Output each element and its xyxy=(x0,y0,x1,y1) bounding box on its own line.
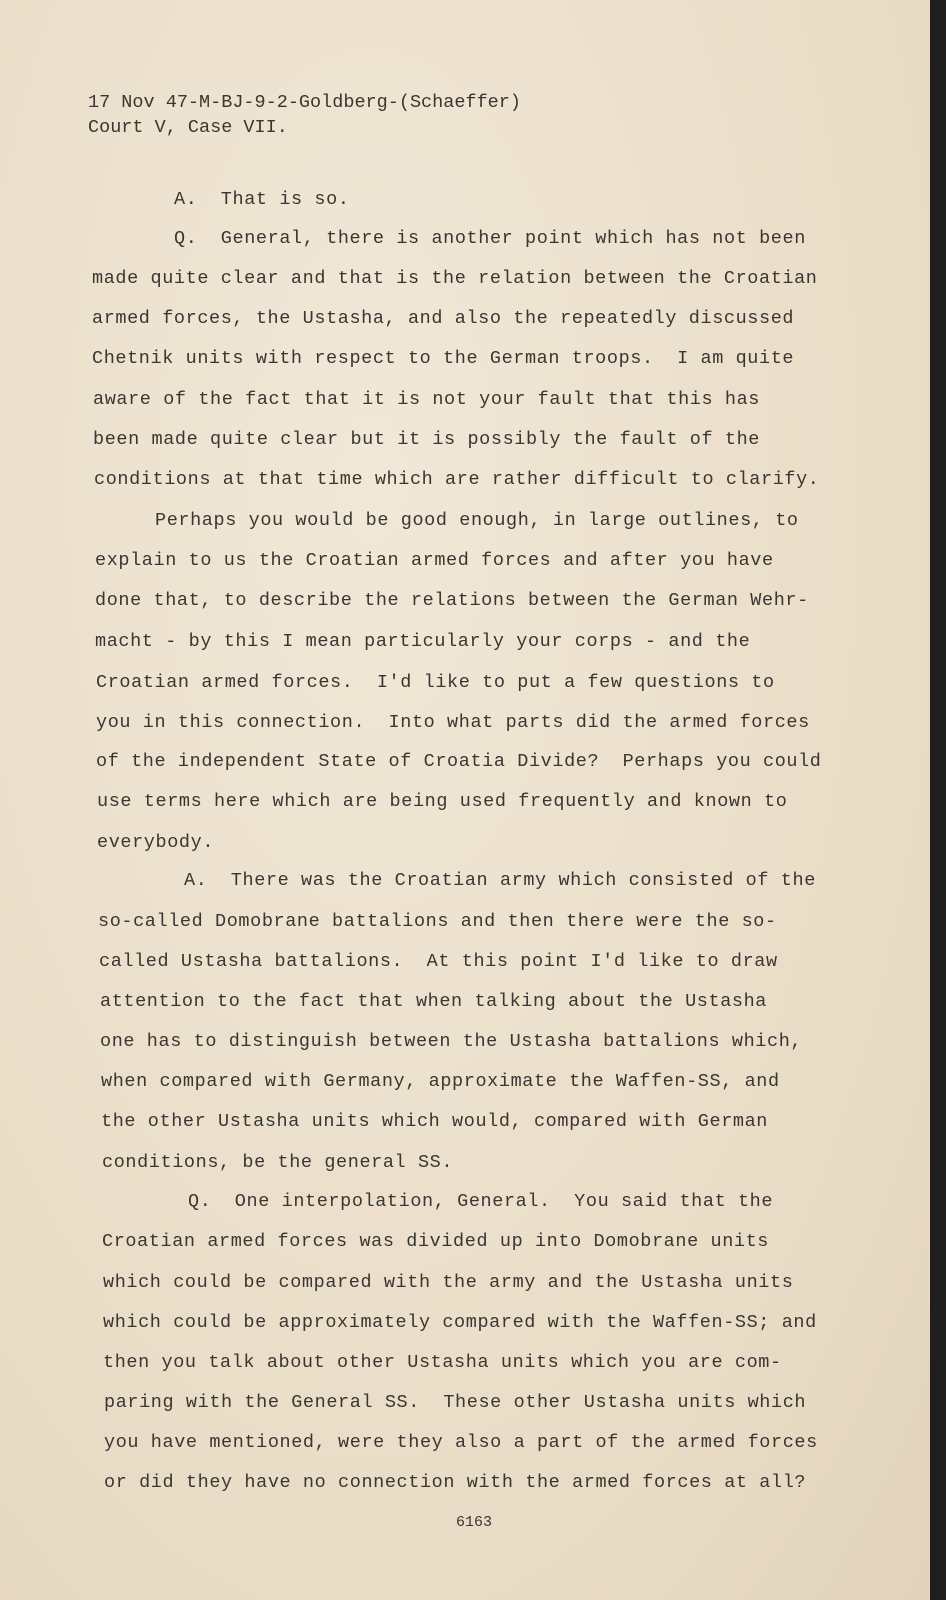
transcript-line: use terms here which are being used frequently and known to xyxy=(97,791,788,812)
transcript-line: everybody. xyxy=(97,832,215,853)
transcript-line: one has to distinguish between the Ustasha battalions which, xyxy=(100,1031,803,1052)
transcript-line: Perhaps you would be good enough, in large outlines, to xyxy=(155,510,799,531)
transcript-line: Q. General, there is another point which has not been xyxy=(174,228,806,249)
transcript-line: attention to the fact that when talking about the Ustasha xyxy=(100,991,768,1012)
transcript-line: armed forces, the Ustasha, and also the repeatedly discussed xyxy=(92,308,795,329)
transcript-line: you in this connection. Into what parts did the armed forces xyxy=(96,712,810,733)
transcript-line: Croatian armed forces was divided up into Domobrane units xyxy=(102,1231,770,1252)
transcript-line: which could be approximately compared with the Waffen-SS; and xyxy=(103,1312,817,1333)
transcript-line: so-called Domobrane battalions and then there were the so- xyxy=(98,911,777,932)
header-date-line: 17 Nov 47-M-BJ-9-2-Goldberg-(Schaeffer) xyxy=(88,92,521,113)
header-court-line: Court V, Case VII. xyxy=(88,117,288,138)
scan-border xyxy=(930,0,946,1600)
page-number: 6163 xyxy=(456,1514,493,1531)
transcript-line: A. There was the Croatian army which consisted of the xyxy=(184,870,816,891)
transcript-line: when compared with Germany, approximate the Waffen-SS, and xyxy=(101,1071,780,1092)
transcript-line: you have mentioned, were they also a part of the armed forces xyxy=(104,1432,818,1453)
transcript-line: then you talk about other Ustasha units which you are com- xyxy=(103,1352,782,1373)
transcript-line: been made quite clear but it is possibly the fault of the xyxy=(93,429,761,450)
transcript-line: or did they have no connection with the armed forces at all? xyxy=(104,1472,807,1493)
transcript-line: which could be compared with the army and the Ustasha units xyxy=(103,1272,794,1293)
transcript-line: A. That is so. xyxy=(174,189,350,210)
transcript-line: paring with the General SS. These other Ustasha units which xyxy=(104,1392,807,1413)
transcript-line: aware of the fact that it is not your fault that this has xyxy=(93,389,761,410)
transcript-line: done that, to describe the relations between the German Wehr- xyxy=(95,590,809,611)
transcript-line: made quite clear and that is the relation between the Croatian xyxy=(92,268,818,289)
transcript-line: the other Ustasha units which would, compared with German xyxy=(101,1111,769,1132)
transcript-line: conditions, be the general SS. xyxy=(102,1152,454,1173)
transcript-line: called Ustasha battalions. At this point I'd like to draw xyxy=(99,951,778,972)
transcript-line: conditions at that time which are rather difficult to clarify. xyxy=(94,469,820,490)
transcript-line: explain to us the Croatian armed forces and after you have xyxy=(95,550,774,571)
transcript-line: of the independent State of Croatia Divide? Perhaps you could xyxy=(96,751,822,772)
transcript-line: Chetnik units with respect to the German troops. I am quite xyxy=(92,348,795,369)
transcript-line: Q. One interpolation, General. You said that the xyxy=(188,1191,774,1212)
transcript-line: macht - by this I mean particularly your corps - and the xyxy=(95,631,751,652)
document-header xyxy=(88,90,521,140)
transcript-line: Croatian armed forces. I'd like to put a few questions to xyxy=(96,672,775,693)
